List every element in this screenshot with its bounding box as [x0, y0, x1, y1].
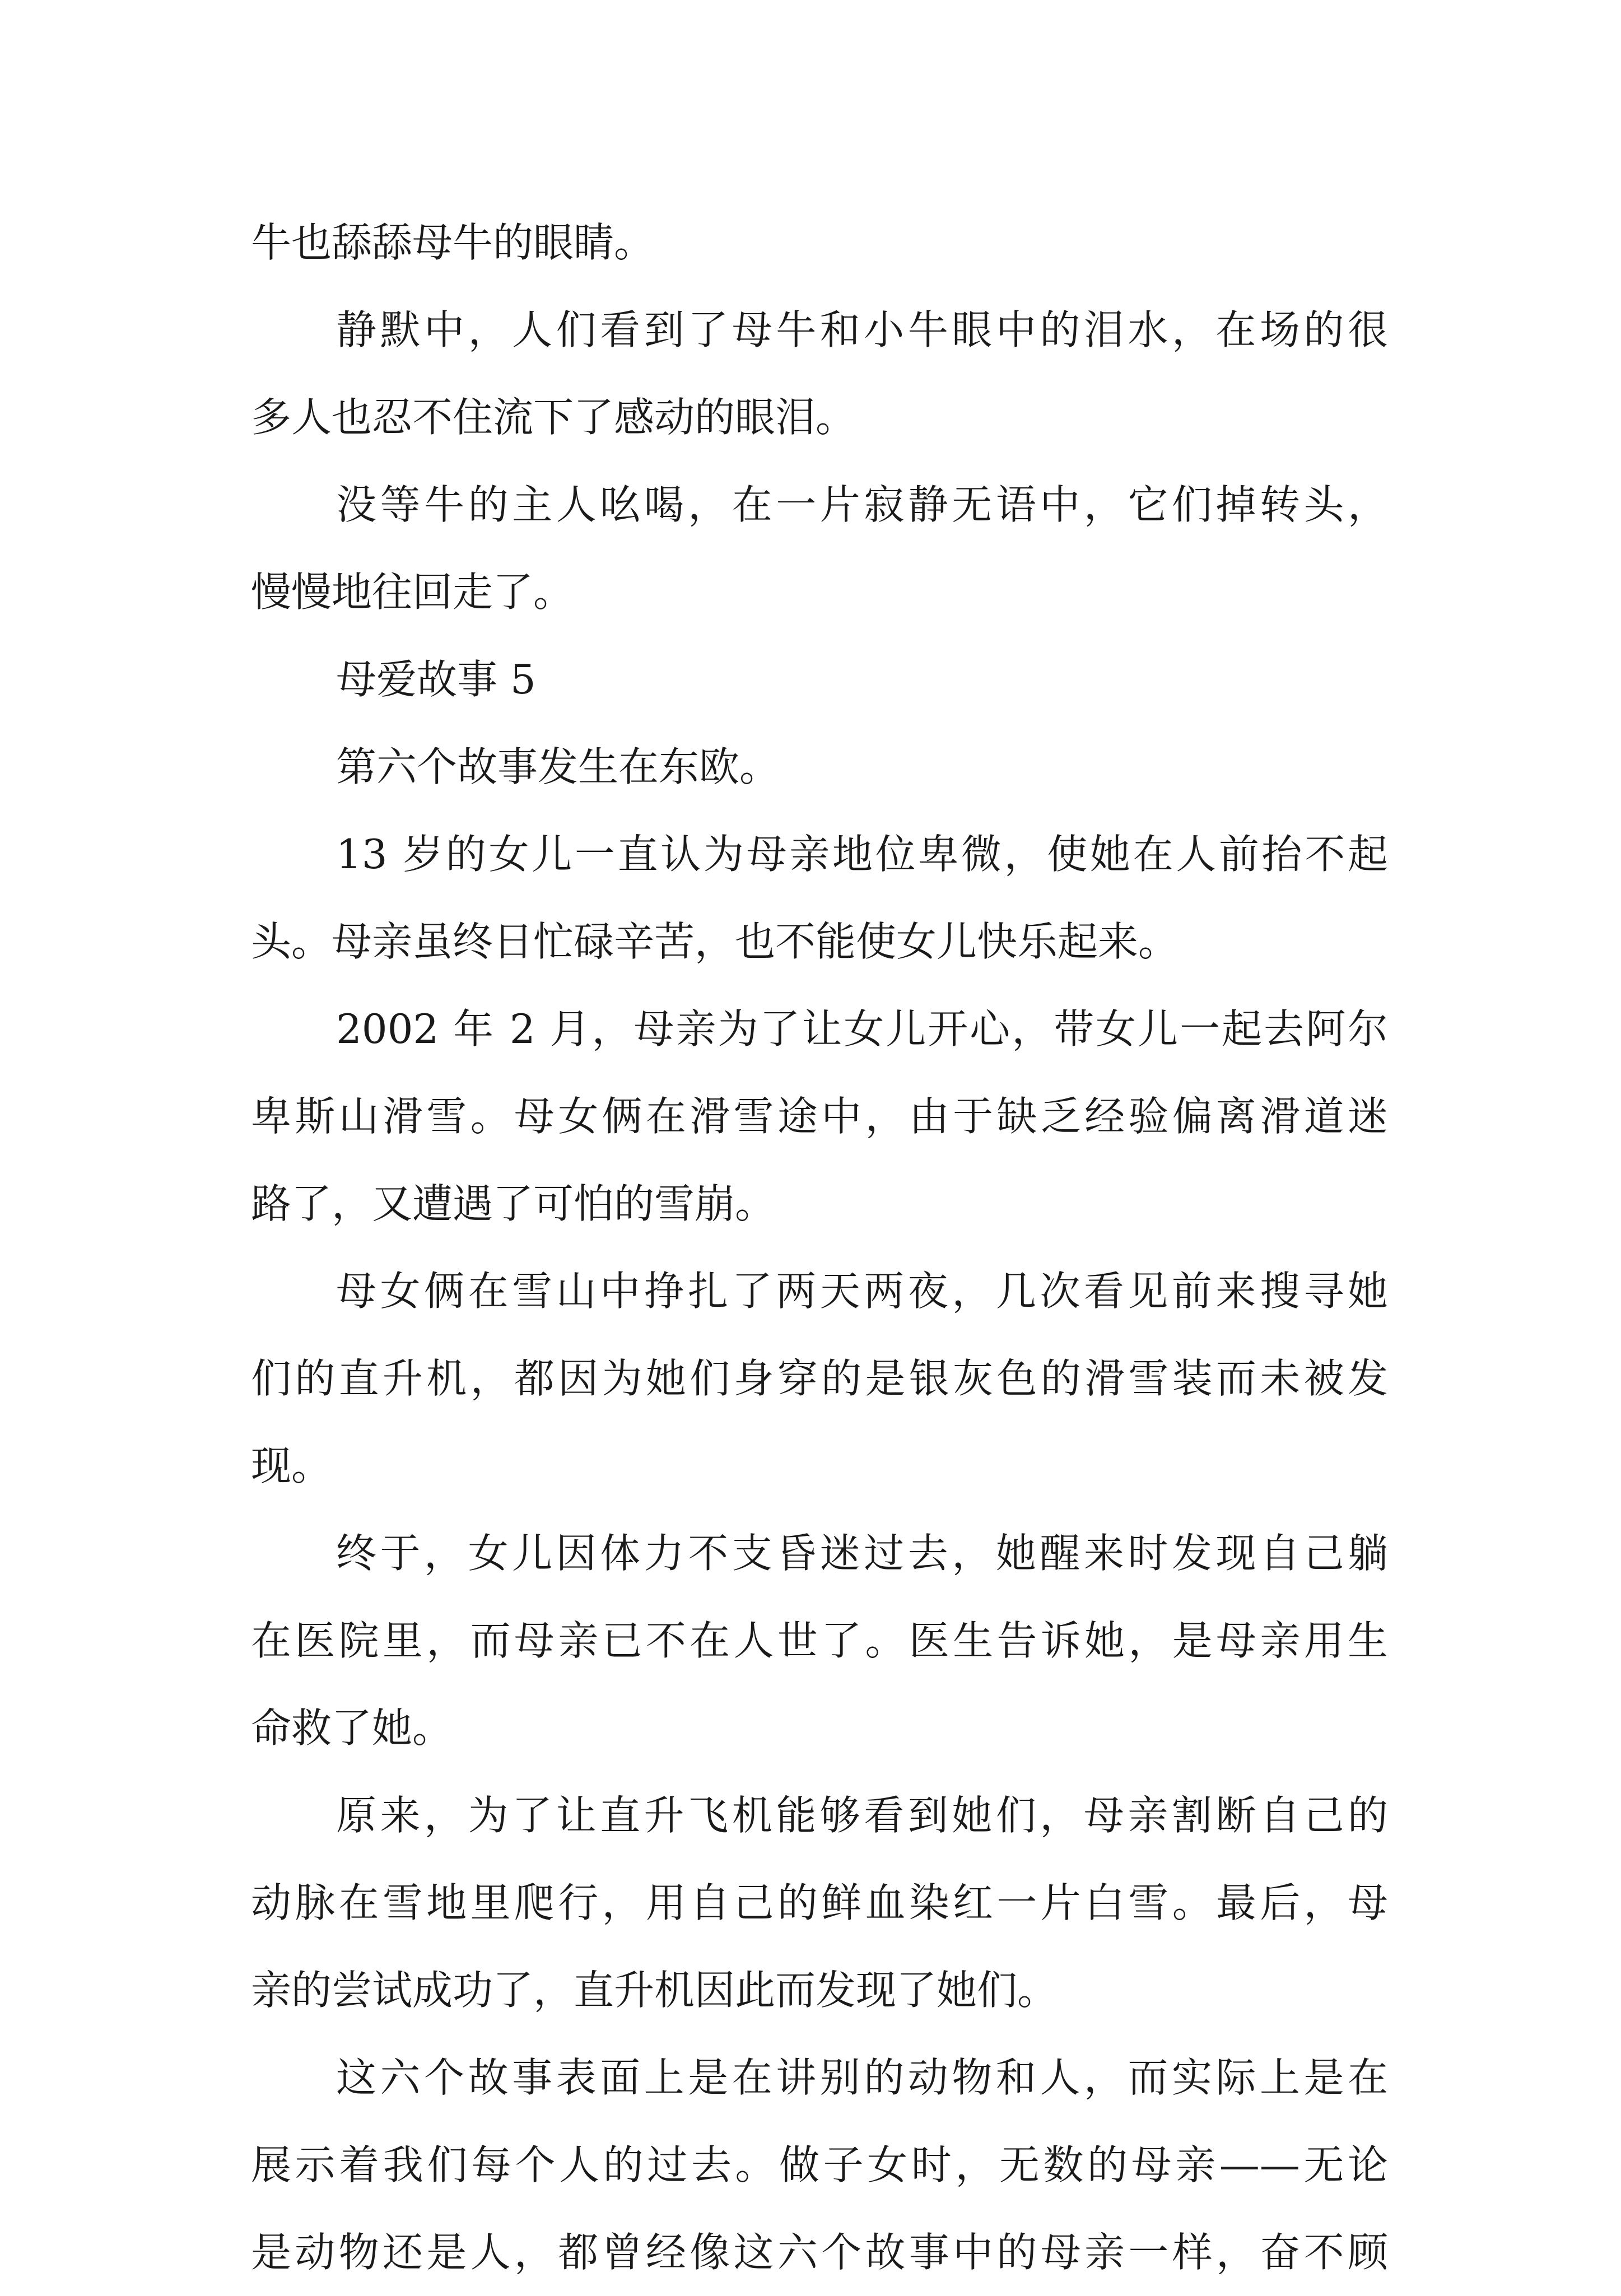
paragraph-line: 13 岁的女儿一直认为母亲地位卑微，使她在人前抬不起	[336, 831, 1388, 878]
paragraph-line: 这六个故事表面上是在讲别的动物和人，而实际上是在	[336, 2054, 1388, 2101]
paragraph-line: 第六个故事发生在东欧。	[336, 743, 780, 790]
paragraph-line: 路了，又遭遇了可怕的雪崩。	[251, 1180, 776, 1227]
paragraph-line: 头。母亲虽终日忙碌辛苦，也不能使女儿快乐起来。	[251, 918, 1179, 965]
section-heading: 母爱故事 5	[336, 656, 536, 703]
paragraph-line: 原来，为了让直升飞机能够看到她们，母亲割断自己的	[336, 1792, 1388, 1839]
paragraph-line: 命救了她。	[251, 1704, 453, 1752]
paragraph-line: 在医院里，而母亲已不在人世了。医生告诉她，是母亲用生	[251, 1617, 1388, 1664]
document-body	[251, 199, 1388, 2296]
paragraph-line: 现。	[251, 1442, 332, 1489]
paragraph-line: 静默中，人们看到了母牛和小牛眼中的泪水，在场的很	[336, 306, 1388, 353]
paragraph-line: 展示着我们每个人的过去。做子女时，无数的母亲——无论	[251, 2141, 1388, 2188]
paragraph-line: 2002 年 2 月，母亲为了让女儿开心，带女儿一起去阿尔	[336, 1005, 1388, 1052]
paragraph-line: 牛也舔舔母牛的眼睛。	[251, 219, 655, 266]
paragraph-line: 们的直升机，都因为她们身穿的是银灰色的滑雪装而未被发	[251, 1355, 1388, 1402]
paragraph-line: 动脉在雪地里爬行，用自己的鲜血染红一片白雪。最后，母	[251, 1879, 1388, 1926]
paragraph-line: 是动物还是人，都曾经像这六个故事中的母亲一样，奋不顾	[251, 2229, 1388, 2276]
paragraph-line: 终于，女儿因体力不支昏迷过去，她醒来时发现自己躺	[336, 1530, 1388, 1577]
paragraph-line: 母女俩在雪山中挣扎了两天两夜，几次看见前来搜寻她	[336, 1268, 1388, 1315]
paragraph-line: 多人也忍不住流下了感动的眼泪。	[251, 394, 856, 441]
paragraph-line: 慢慢地往回走了。	[251, 569, 574, 616]
paragraph-line: 亲的尝试成功了，直升机因此而发现了她们。	[251, 1967, 1058, 2014]
paragraph-line: 没等牛的主人吆喝，在一片寂静无语中，它们掉转头，	[336, 481, 1388, 528]
paragraph-line: 卑斯山滑雪。母女俩在滑雪途中，由于缺乏经验偏离滑道迷	[251, 1093, 1388, 1140]
